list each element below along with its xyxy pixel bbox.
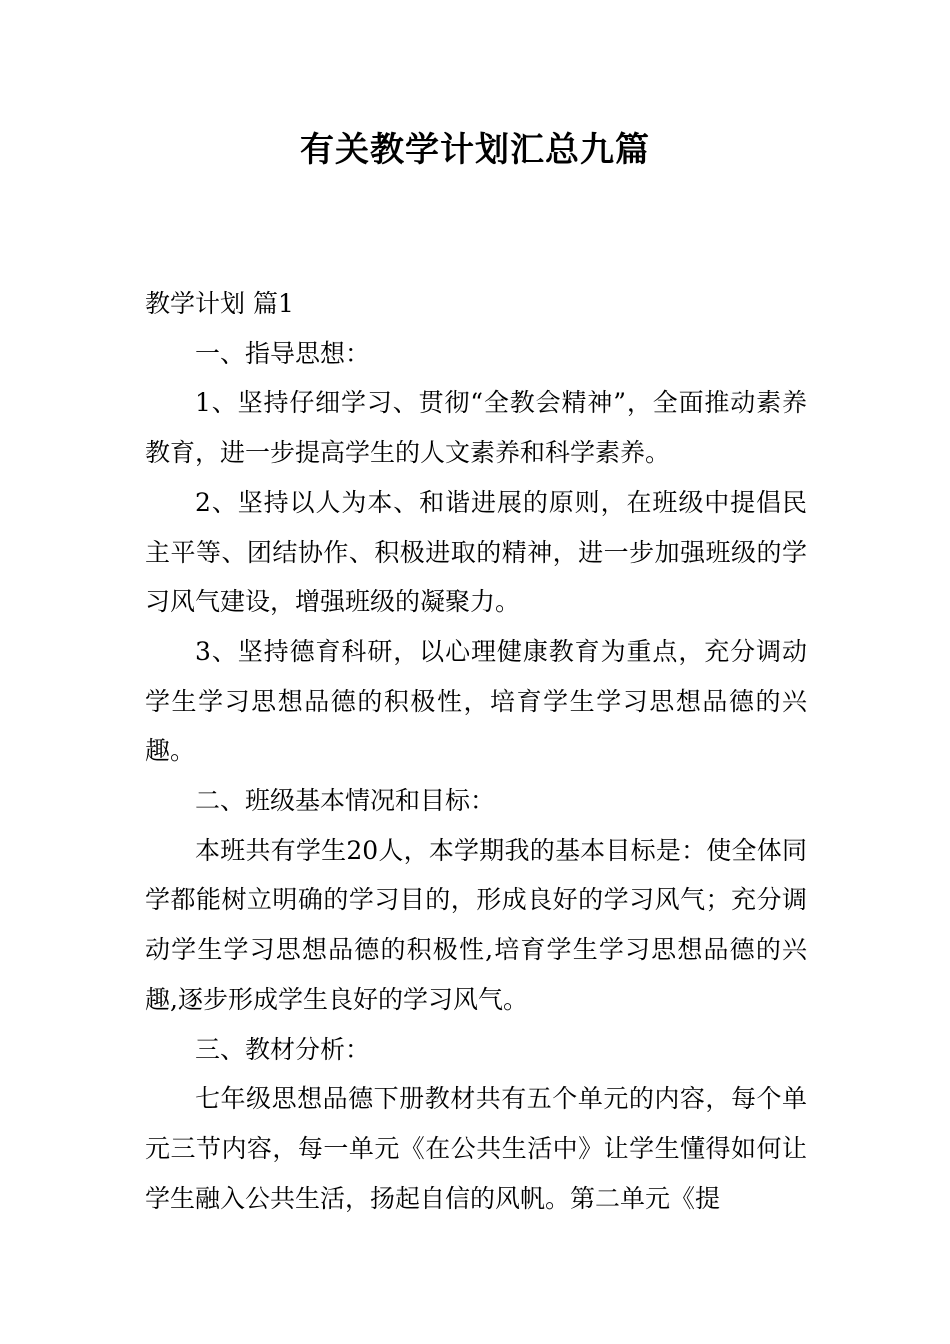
paragraph-point-1: 1、坚持仔细学习、贯彻“全教会精神”，全面推动素养教育，进一步提高学生的人文素养和科学素养。: [145, 388, 807, 468]
paragraph-point-3: 3、坚持德育科研，以心理健康教育为重点，充分调动学生学习思想品德的积极性，培育学生学习思想品德的兴趣。: [145, 636, 807, 766]
section-heading: 教学计划 篇1: [145, 289, 294, 318]
document-title: 有关教学计划汇总九篇: [300, 130, 650, 170]
paragraph-point-2: 2、坚持以人为本、和谐进展的原则，在班级中提倡民主平等、团结协作、积极进取的精神，进一步加强班级的学习风气建设，增强班级的凝聚力。: [145, 487, 807, 617]
paragraph-textbook-analysis: 七年级思想品德下册教材共有五个单元的内容，每个单元三节内容，每一单元《在公共生活中》让学生懂得如何让学生融入公共生活，扬起自信的风帆。第二单元《提: [145, 1084, 807, 1213]
document-body: [145, 279, 807, 1223]
paragraph-guiding-ideology-heading: 一、指导思想：: [195, 338, 371, 368]
paragraph-class-situation-heading: 二、班级基本情况和目标：: [195, 786, 496, 816]
paragraph-textbook-analysis-heading: 三、教材分析：: [195, 1034, 371, 1064]
paragraph-class-situation: 本班共有学生20人，本学期我的基本目标是：使全体同学都能树立明确的学习目的，形成良好的学习风气；充分调动学生学习思想品德的积极性,培育学生学习思想品德的兴趣,逐步形成学生良好的学习风气。: [145, 835, 807, 1014]
